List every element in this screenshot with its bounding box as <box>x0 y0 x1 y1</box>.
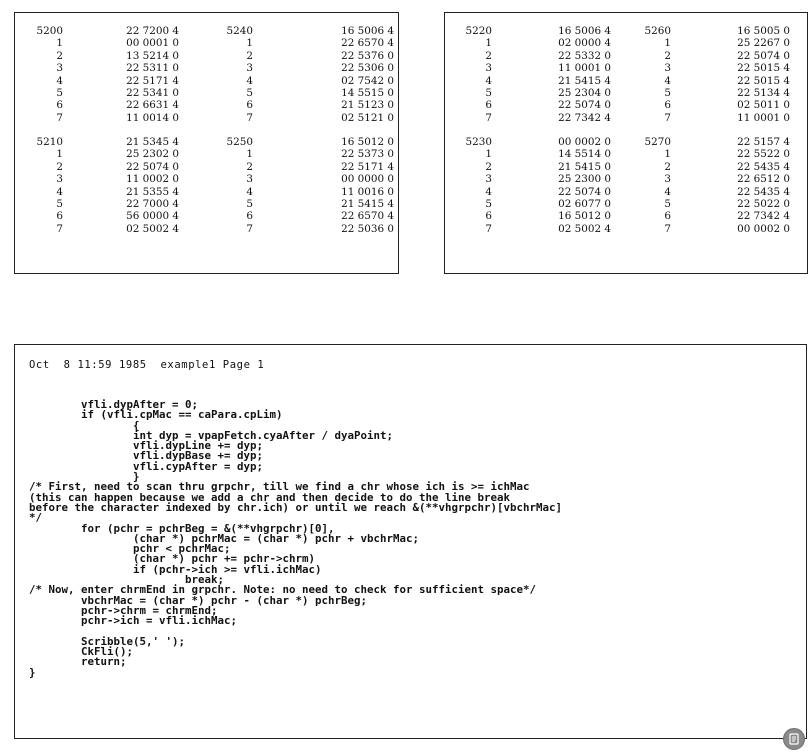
dump-row <box>15 37 398 49</box>
listing-header: Oct 8 11:59 1985 example1 Page 1 <box>29 359 265 371</box>
address-label: 4 <box>664 185 671 198</box>
dump-row <box>15 223 398 235</box>
address-label: 7 <box>664 111 671 124</box>
octal-word: 22 5074 0 <box>558 185 611 198</box>
octal-word: 16 5012 0 <box>558 210 611 223</box>
address-label: 2 <box>485 49 492 62</box>
address-label: 2 <box>664 160 671 173</box>
address-label: 3 <box>246 173 253 186</box>
octal-word: 22 5036 0 <box>341 222 394 235</box>
document-assist-icon <box>788 733 800 745</box>
address-label: 4 <box>56 74 63 87</box>
octal-word: 22 7342 4 <box>737 210 790 223</box>
octal-word: 22 7342 4 <box>558 111 611 124</box>
address-label: 3 <box>485 173 492 186</box>
dump-row <box>445 186 807 198</box>
address-label: 2 <box>246 49 253 62</box>
address-label: 7 <box>56 222 63 235</box>
dump-row <box>15 173 398 185</box>
dump-row <box>445 198 807 210</box>
octal-word: 22 5022 0 <box>737 197 790 210</box>
address-label: 5 <box>246 86 253 99</box>
dump-block <box>445 136 807 235</box>
address-label: 1 <box>246 148 253 161</box>
dump-row <box>445 99 807 111</box>
address-label: 6 <box>485 210 492 223</box>
octal-word: 22 5074 0 <box>126 160 179 173</box>
address-label: 7 <box>246 222 253 235</box>
address-label: 5 <box>485 197 492 210</box>
octal-word: 02 7542 0 <box>341 74 394 87</box>
address-label: 5220 <box>465 25 492 37</box>
code-listing-panel <box>14 344 807 739</box>
dump-row <box>445 75 807 87</box>
dump-row <box>445 148 807 160</box>
address-label: 2 <box>246 160 253 173</box>
octal-dump-panel-right <box>444 12 808 274</box>
dump-row <box>445 37 807 49</box>
dump-row <box>15 210 398 222</box>
address-label: 5210 <box>36 136 63 148</box>
address-label: 7 <box>246 111 253 124</box>
dump-block <box>15 136 398 235</box>
octal-word: 00 0000 0 <box>341 173 394 186</box>
address-label: 4 <box>664 74 671 87</box>
address-label: 7 <box>664 222 671 235</box>
dump-row <box>445 173 807 185</box>
octal-word: 22 5435 4 <box>737 185 790 198</box>
octal-word: 22 5171 4 <box>126 74 179 87</box>
address-label: 3 <box>56 173 63 186</box>
corner-action-button[interactable] <box>783 728 805 750</box>
octal-word: 22 6631 4 <box>126 99 179 112</box>
address-label: 3 <box>56 62 63 75</box>
address-label: 7 <box>56 111 63 124</box>
address-label: 6 <box>664 210 671 223</box>
octal-word: 25 2304 0 <box>558 86 611 99</box>
octal-word: 21 5123 0 <box>341 99 394 112</box>
octal-word: 22 7200 4 <box>126 25 179 37</box>
octal-word: 22 5134 4 <box>737 86 790 99</box>
dump-row <box>445 223 807 235</box>
address-label: 4 <box>485 74 492 87</box>
dump-row <box>15 62 398 74</box>
dump-block <box>445 25 807 124</box>
address-label: 5 <box>485 86 492 99</box>
address-label: 1 <box>56 148 63 161</box>
address-label: 5270 <box>644 136 671 148</box>
octal-word: 22 6570 4 <box>341 37 394 50</box>
octal-word: 14 5515 0 <box>341 86 394 99</box>
address-label: 1 <box>485 37 492 50</box>
address-label: 1 <box>246 37 253 50</box>
octal-word: 25 2302 0 <box>126 148 179 161</box>
octal-word: 22 6570 4 <box>341 210 394 223</box>
address-label: 2 <box>664 49 671 62</box>
address-label: 4 <box>246 185 253 198</box>
octal-word: 22 5435 4 <box>737 160 790 173</box>
address-label: 1 <box>664 37 671 50</box>
octal-word: 11 0014 0 <box>126 111 179 124</box>
octal-word: 02 5002 4 <box>126 222 179 235</box>
address-label: 5 <box>664 86 671 99</box>
octal-word: 21 5355 4 <box>126 185 179 198</box>
address-label: 4 <box>246 74 253 87</box>
octal-word: 14 5514 0 <box>558 148 611 161</box>
octal-word: 56 0000 4 <box>126 210 179 223</box>
address-label: 6 <box>56 99 63 112</box>
octal-word: 22 5015 4 <box>737 62 790 75</box>
dump-row <box>445 136 807 148</box>
octal-word: 22 5074 0 <box>558 99 611 112</box>
address-label: 6 <box>246 210 253 223</box>
octal-word: 11 0001 0 <box>737 111 790 124</box>
octal-word: 22 5157 4 <box>737 136 790 148</box>
dump-row <box>15 136 398 148</box>
octal-word: 11 0001 0 <box>558 62 611 75</box>
address-label: 5230 <box>465 136 492 148</box>
address-label: 3 <box>485 62 492 75</box>
octal-word: 16 5006 4 <box>558 25 611 37</box>
address-label: 5 <box>664 197 671 210</box>
octal-word: 22 7000 4 <box>126 197 179 210</box>
dump-block <box>15 25 398 124</box>
octal-word: 13 5214 0 <box>126 49 179 62</box>
dump-row <box>445 112 807 124</box>
octal-word: 02 5011 0 <box>737 99 790 112</box>
dump-row <box>445 87 807 99</box>
dump-row <box>15 50 398 62</box>
address-label: 4 <box>56 185 63 198</box>
address-label: 1 <box>56 37 63 50</box>
address-label: 2 <box>485 160 492 173</box>
octal-word: 21 5415 4 <box>558 74 611 87</box>
address-label: 6 <box>485 99 492 112</box>
dump-row <box>15 25 398 37</box>
dump-row <box>445 62 807 74</box>
octal-word: 11 0002 0 <box>126 173 179 186</box>
address-label: 3 <box>664 173 671 186</box>
dump-row <box>15 198 398 210</box>
address-label: 5 <box>246 197 253 210</box>
octal-word: 00 0002 0 <box>558 136 611 148</box>
octal-word: 22 5306 0 <box>341 62 394 75</box>
dump-row <box>445 210 807 222</box>
octal-word: 22 5332 0 <box>558 49 611 62</box>
octal-word: 22 5015 4 <box>737 74 790 87</box>
dump-row <box>15 99 398 111</box>
address-label: 2 <box>56 160 63 173</box>
octal-word: 02 5121 0 <box>341 111 394 124</box>
octal-word: 22 5171 4 <box>341 160 394 173</box>
octal-word: 22 5522 0 <box>737 148 790 161</box>
address-label: 3 <box>664 62 671 75</box>
octal-word: 25 2267 0 <box>737 37 790 50</box>
octal-word: 22 5373 0 <box>341 148 394 161</box>
octal-word: 22 5376 0 <box>341 49 394 62</box>
octal-word: 16 5005 0 <box>737 25 790 37</box>
address-label: 6 <box>56 210 63 223</box>
octal-word: 21 5415 4 <box>341 197 394 210</box>
octal-word: 02 6077 0 <box>558 197 611 210</box>
address-label: 3 <box>246 62 253 75</box>
address-label: 5 <box>56 197 63 210</box>
octal-word: 16 5012 0 <box>341 136 394 148</box>
address-label: 7 <box>485 111 492 124</box>
octal-word: 22 5074 0 <box>737 49 790 62</box>
octal-word: 25 2300 0 <box>558 173 611 186</box>
code-listing: vfli.dypAfter = 0; if (vfli.cpMac == caPara.cpLim) { int dyp = vpapFetch.cyaAfter / dyaPoint; vfli.dypLine += dyp; vfli.dypBase += dyp; vfli.cypAfter = dyp; } /* First, need to scan thru grpchr, till we find a chr whose ich is >= ichMac (this can happen because we add a chr and then decide to do the line break before the character indexed by chr.ich) or until we reach &(**vhgrpchr)[vbchrMac] */ for (pchr = pchrBeg = &(**vhgrpchr)[0], (char *) pchrMac = (char *) pchr + vbchrMac; pchr < pchrMac; (char *) pchr += pchr->chrm) if (pchr->ich >= vfli.ichMac) break; /* Now, enter chrmEnd in grpchr. Note: no need to check for sufficient space*/ vbchrMac = (char *) pchr - (char *) pchrBeg; pchr->chrm = chrmEnd; pchr->ich = vfli.ichMac; Scribble(5,' '); CkFli(); return; } <box>29 398 563 679</box>
dump-row <box>445 50 807 62</box>
dump-row <box>445 25 807 37</box>
address-label: 6 <box>664 99 671 112</box>
address-label: 5200 <box>36 25 63 37</box>
address-label: 7 <box>485 222 492 235</box>
octal-word: 00 0001 0 <box>126 37 179 50</box>
dump-row <box>15 186 398 198</box>
address-label: 5240 <box>226 25 253 37</box>
dump-row <box>445 161 807 173</box>
dump-row <box>15 75 398 87</box>
octal-word: 22 5311 0 <box>126 62 179 75</box>
address-label: 4 <box>485 185 492 198</box>
address-label: 5250 <box>226 136 253 148</box>
address-label: 5 <box>56 86 63 99</box>
octal-word: 22 5341 0 <box>126 86 179 99</box>
address-label: 1 <box>664 148 671 161</box>
dump-row <box>15 112 398 124</box>
octal-dump-panel-left <box>14 12 399 274</box>
octal-word: 16 5006 4 <box>341 25 394 37</box>
octal-word: 21 5345 4 <box>126 136 179 148</box>
dump-row <box>15 87 398 99</box>
address-label: 6 <box>246 99 253 112</box>
octal-word: 21 5415 0 <box>558 160 611 173</box>
dump-row <box>15 161 398 173</box>
octal-word: 11 0016 0 <box>341 185 394 198</box>
address-label: 1 <box>485 148 492 161</box>
address-label: 2 <box>56 49 63 62</box>
octal-word: 02 0000 4 <box>558 37 611 50</box>
octal-word: 00 0002 0 <box>737 222 790 235</box>
octal-word: 02 5002 4 <box>558 222 611 235</box>
address-label: 5260 <box>644 25 671 37</box>
dump-row <box>15 148 398 160</box>
octal-word: 22 6512 0 <box>737 173 790 186</box>
